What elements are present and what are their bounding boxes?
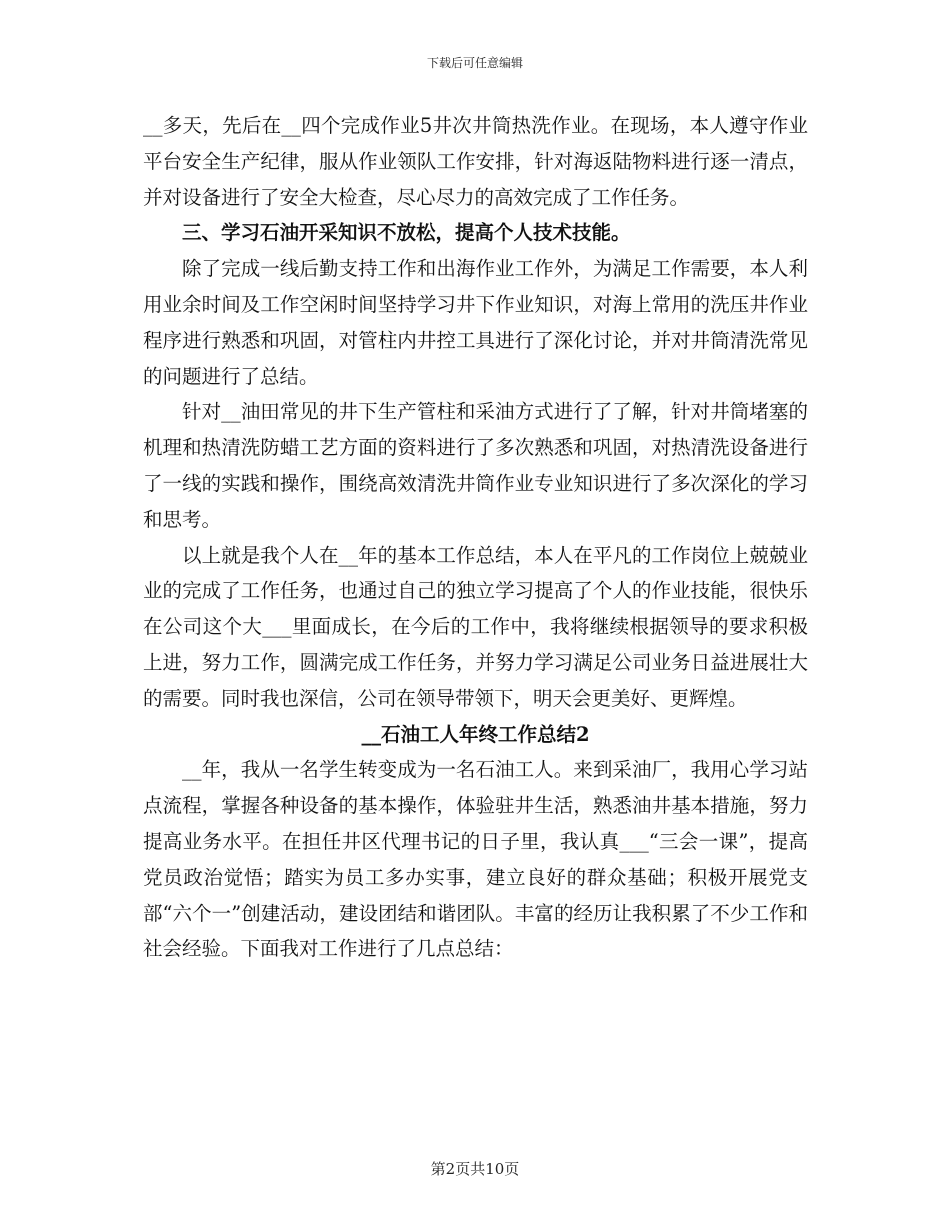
section-heading: 三、学习石油开采知识不放松，提高个人技术技能。	[182, 221, 631, 245]
paragraph: 除了完成一线后勤支持工作和出海作业工作外，为满足工作需要，本人利用业余时间及工作空闲时间坚持学习井下作业知识，对海上常用的洗压井作业程序进行熟悉和巩固，对管柱内井控工具进行了深化讨论，并对井筒清洗常见的问题进行了总结。	[143, 257, 808, 388]
document-body	[143, 108, 808, 967]
paragraph: 以上就是我个人在__年的基本工作总结，本人在平凡的工作岗位上兢兢业业的完成了工作任务，也通过自己的独立学习提高了个人的作业技能，很快乐在公司这个大___里面成长，在今后的工作中，我将继续根据领导的要求积极上进，努力工作，圆满完成工作任务，并努力学习满足公司业务日益进展壮大的需要。同时我也深信，公司在领导带领下，明天会更美好、更辉煌。	[143, 543, 808, 710]
paragraph: 针对__油田常见的井下生产管柱和采油方式进行了了解，针对井筒堵塞的机理和热清洗防蜡工艺方面的资料进行了多次熟悉和巩固，对热清洗设备进行了一线的实践和操作，围绕高效清洗井筒作业专业知识进行了多次深化的学习和思考。	[143, 400, 808, 531]
paragraph-continuation: __多天，先后在__四个完成作业5井次井筒热洗作业。在现场，本人遵守作业平台安全生产纪律，服从作业领队工作安排，针对海返陆物料进行逐一清点，并对设备进行了安全大检查，尽心尽力的高效完成了工作任务。	[143, 114, 808, 209]
page-header: 下载后可任意编辑	[426, 56, 523, 70]
document-title: __石油工人年终工作总结2	[361, 722, 590, 746]
paragraph: __年，我从一名学生转变成为一名石油工人。来到采油厂，我用心学习站点流程，掌握各种设备的基本操作，体验驻井生活，熟悉油井基本措施，努力提高业务水平。在担任井区代理书记的日子里，我认真___“三会一课”，提高党员政治觉悟；踏实为员工多办实事，建立良好的群众基础；积极开展党支部“六个一”创建活动，建设团结和谐团队。丰富的经历让我积累了不少工作和社会经验。下面我对工作进行了几点总结：	[143, 758, 808, 961]
page-footer: 第2页共10页	[430, 1160, 520, 1178]
